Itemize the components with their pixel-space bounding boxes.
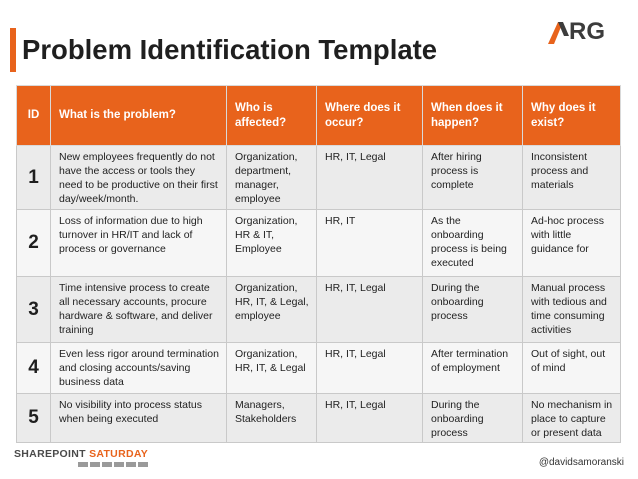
table-row bbox=[17, 277, 621, 343]
title-accent-bar bbox=[10, 28, 16, 72]
row-problem: New employees frequently do not have the access or tools they need to be productive on their first day/week/month. bbox=[51, 146, 227, 210]
row-where: HR, IT, Legal bbox=[317, 394, 423, 443]
row-where: HR, IT, Legal bbox=[317, 277, 423, 343]
header-why: Why does it exist? bbox=[523, 86, 621, 146]
row-id: 4 bbox=[17, 343, 51, 394]
row-id: 1 bbox=[17, 146, 51, 210]
row-who: Organization, department, manager, employee bbox=[227, 146, 317, 210]
logo-letters: RG bbox=[569, 18, 605, 45]
row-id: 5 bbox=[17, 394, 51, 443]
sharepoint-saturday-logo bbox=[14, 448, 154, 470]
page-title: Problem Identification Template bbox=[22, 34, 438, 65]
table-row bbox=[17, 146, 621, 210]
row-problem: Even less rigor around termination and closing accounts/saving business data bbox=[51, 343, 227, 394]
row-when: During the onboarding process bbox=[423, 394, 523, 443]
row-why: Ad-hoc process with little guidance for bbox=[523, 210, 621, 277]
row-problem: No visibility into process status when being executed bbox=[51, 394, 227, 443]
row-when: As the onboarding process is being executed bbox=[423, 210, 523, 277]
problem-table bbox=[16, 85, 621, 443]
table-row bbox=[17, 394, 621, 443]
brand-part2: SATURDAY bbox=[89, 448, 149, 460]
header-where: Where does it occur? bbox=[317, 86, 423, 146]
table-header-row bbox=[17, 86, 621, 146]
row-who: Managers, Stakeholders bbox=[227, 394, 317, 443]
rg-logo bbox=[548, 20, 620, 46]
row-id: 3 bbox=[17, 277, 51, 343]
row-why: No mechanism in place to capture or present data bbox=[523, 394, 621, 443]
row-where: HR, IT, Legal bbox=[317, 343, 423, 394]
header-when: When does it happen? bbox=[423, 86, 523, 146]
row-why: Out of sight, out of mind bbox=[523, 343, 621, 394]
row-who: Organization, HR, IT, & Legal bbox=[227, 343, 317, 394]
row-when: During the onboarding process bbox=[423, 277, 523, 343]
row-when: After hiring process is complete bbox=[423, 146, 523, 210]
table-row bbox=[17, 210, 621, 277]
row-why: Inconsistent process and materials bbox=[523, 146, 621, 210]
header-id: ID bbox=[17, 86, 51, 146]
header-who: Who is affected? bbox=[227, 86, 317, 146]
row-id: 2 bbox=[17, 210, 51, 277]
row-problem: Loss of information due to high turnover in HR/IT and lack of process or governance bbox=[51, 210, 227, 277]
author-handle: @davidsamoranski bbox=[538, 457, 624, 468]
table-row bbox=[17, 343, 621, 394]
row-where: HR, IT, Legal bbox=[317, 146, 423, 210]
row-why: Manual process with tedious and time consuming activities bbox=[523, 277, 621, 343]
sharepoint-saturday-wordmark bbox=[14, 448, 148, 460]
row-problem: Time intensive process to create all necessary accounts, procure hardware & software, and deliver training bbox=[51, 277, 227, 343]
row-when: After termination of employment bbox=[423, 343, 523, 394]
row-where: HR, IT bbox=[317, 210, 423, 277]
calendar-blocks-icon bbox=[78, 462, 148, 467]
brand-part1: SHAREPOINT bbox=[14, 448, 90, 460]
header-problem: What is the problem? bbox=[51, 86, 227, 146]
row-who: Organization, HR & IT, Employee bbox=[227, 210, 317, 277]
row-who: Organization, HR, IT, & Legal, employee bbox=[227, 277, 317, 343]
